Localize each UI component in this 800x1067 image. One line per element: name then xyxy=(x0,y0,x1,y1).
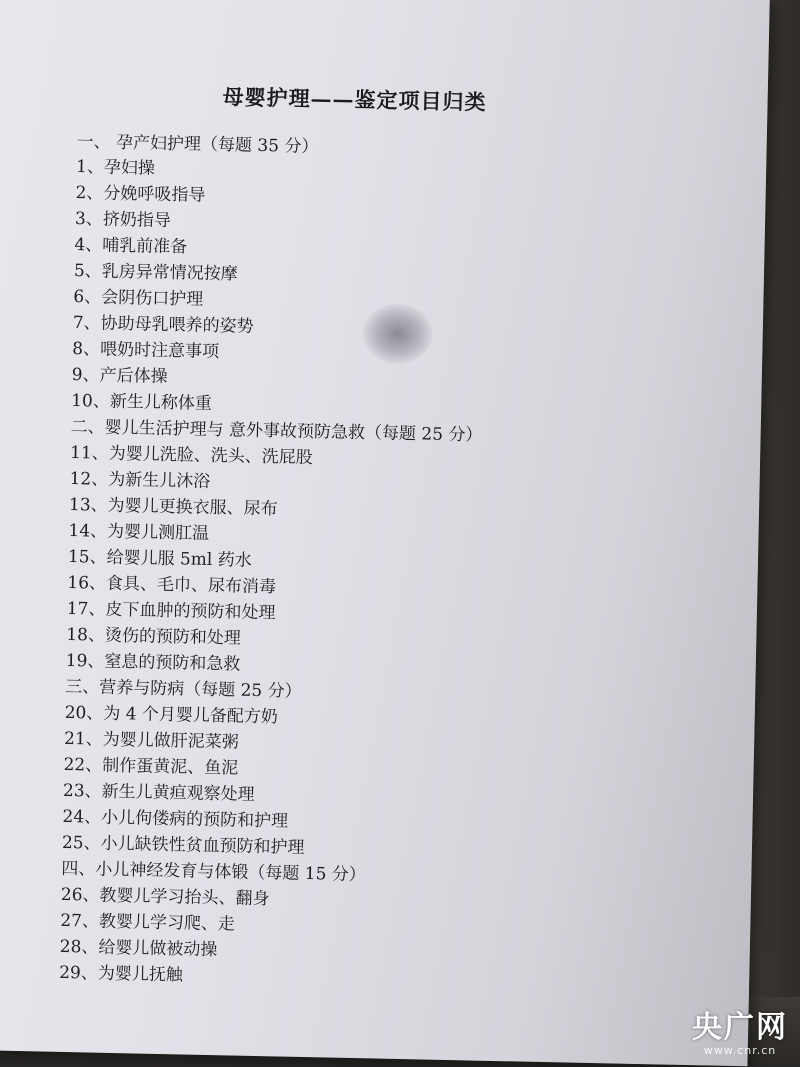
list-item: 3、挤奶指导 xyxy=(74,209,172,232)
list-item: 17、皮下血肿的预防和处理 xyxy=(66,598,276,624)
list-item: 14、为婴儿测肛温 xyxy=(68,520,210,544)
list-item: 11、为婴儿洗脸、洗头、洗屁股 xyxy=(69,442,313,469)
watermark-url: www.cnr.cn xyxy=(703,1044,777,1057)
list-item: 20、为 4 个月婴儿备配方奶 xyxy=(64,702,279,728)
list-item: 28、给婴儿做被动操 xyxy=(59,936,218,961)
section-heading: 一、 孕产妇护理（每题 35 分） xyxy=(76,132,319,158)
list-item: 24、小儿佝偻病的预防和护理 xyxy=(62,806,289,832)
ink-smudge xyxy=(362,303,433,364)
document-title: 母婴护理——鉴定项目归类 xyxy=(222,84,487,115)
list-item: 10、新生儿称体重 xyxy=(70,391,213,414)
list-item: 29、为婴儿抚触 xyxy=(59,962,184,986)
section-heading: 三、营养与防病（每题 25 分） xyxy=(65,676,302,702)
list-item: 1、孕妇操 xyxy=(75,157,156,179)
list-item: 23、新生儿黄疸观察处理 xyxy=(62,780,255,805)
watermark-logo: 央广网 xyxy=(692,1010,788,1045)
list-item: 7、协助母乳喂养的姿势 xyxy=(72,313,254,337)
list-item: 8、喂奶时注意事项 xyxy=(72,339,220,363)
list-item: 21、为婴儿做肝泥菜粥 xyxy=(63,728,239,753)
list-item: 12、为新生儿沐浴 xyxy=(69,468,211,492)
list-item: 5、乳房异常情况按摩 xyxy=(73,261,238,285)
list-item: 15、给婴儿服 5ml 药水 xyxy=(67,546,252,571)
section-heading: 二、婴儿生活护理与 意外事故预防急救（每题 25 分） xyxy=(70,416,483,446)
list-item: 2、分娩呼吸指导 xyxy=(75,183,206,206)
list-item: 22、制作蛋黄泥、鱼泥 xyxy=(63,754,239,779)
list-item: 13、为婴儿更换衣服、尿布 xyxy=(68,494,278,520)
list-item: 9、产后体操 xyxy=(71,365,168,388)
list-item: 6、会阴伤口护理 xyxy=(73,287,204,310)
list-item: 26、教婴儿学习抬头、翻身 xyxy=(60,884,270,910)
list-item: 4、哺乳前准备 xyxy=(74,235,188,258)
section-heading: 四、小儿神经发育与体锻（每题 15 分） xyxy=(61,858,366,886)
watermark xyxy=(692,1012,788,1057)
list-item: 25、小儿缺铁性贫血预防和护理 xyxy=(61,832,305,858)
list-item: 16、食具、毛巾、尿布消毒 xyxy=(67,572,277,598)
list-item: 27、教婴儿学习爬、走 xyxy=(60,910,236,935)
list-item: 18、烫伤的预防和处理 xyxy=(66,624,242,649)
list-item: 19、窒息的预防和急救 xyxy=(65,650,241,675)
